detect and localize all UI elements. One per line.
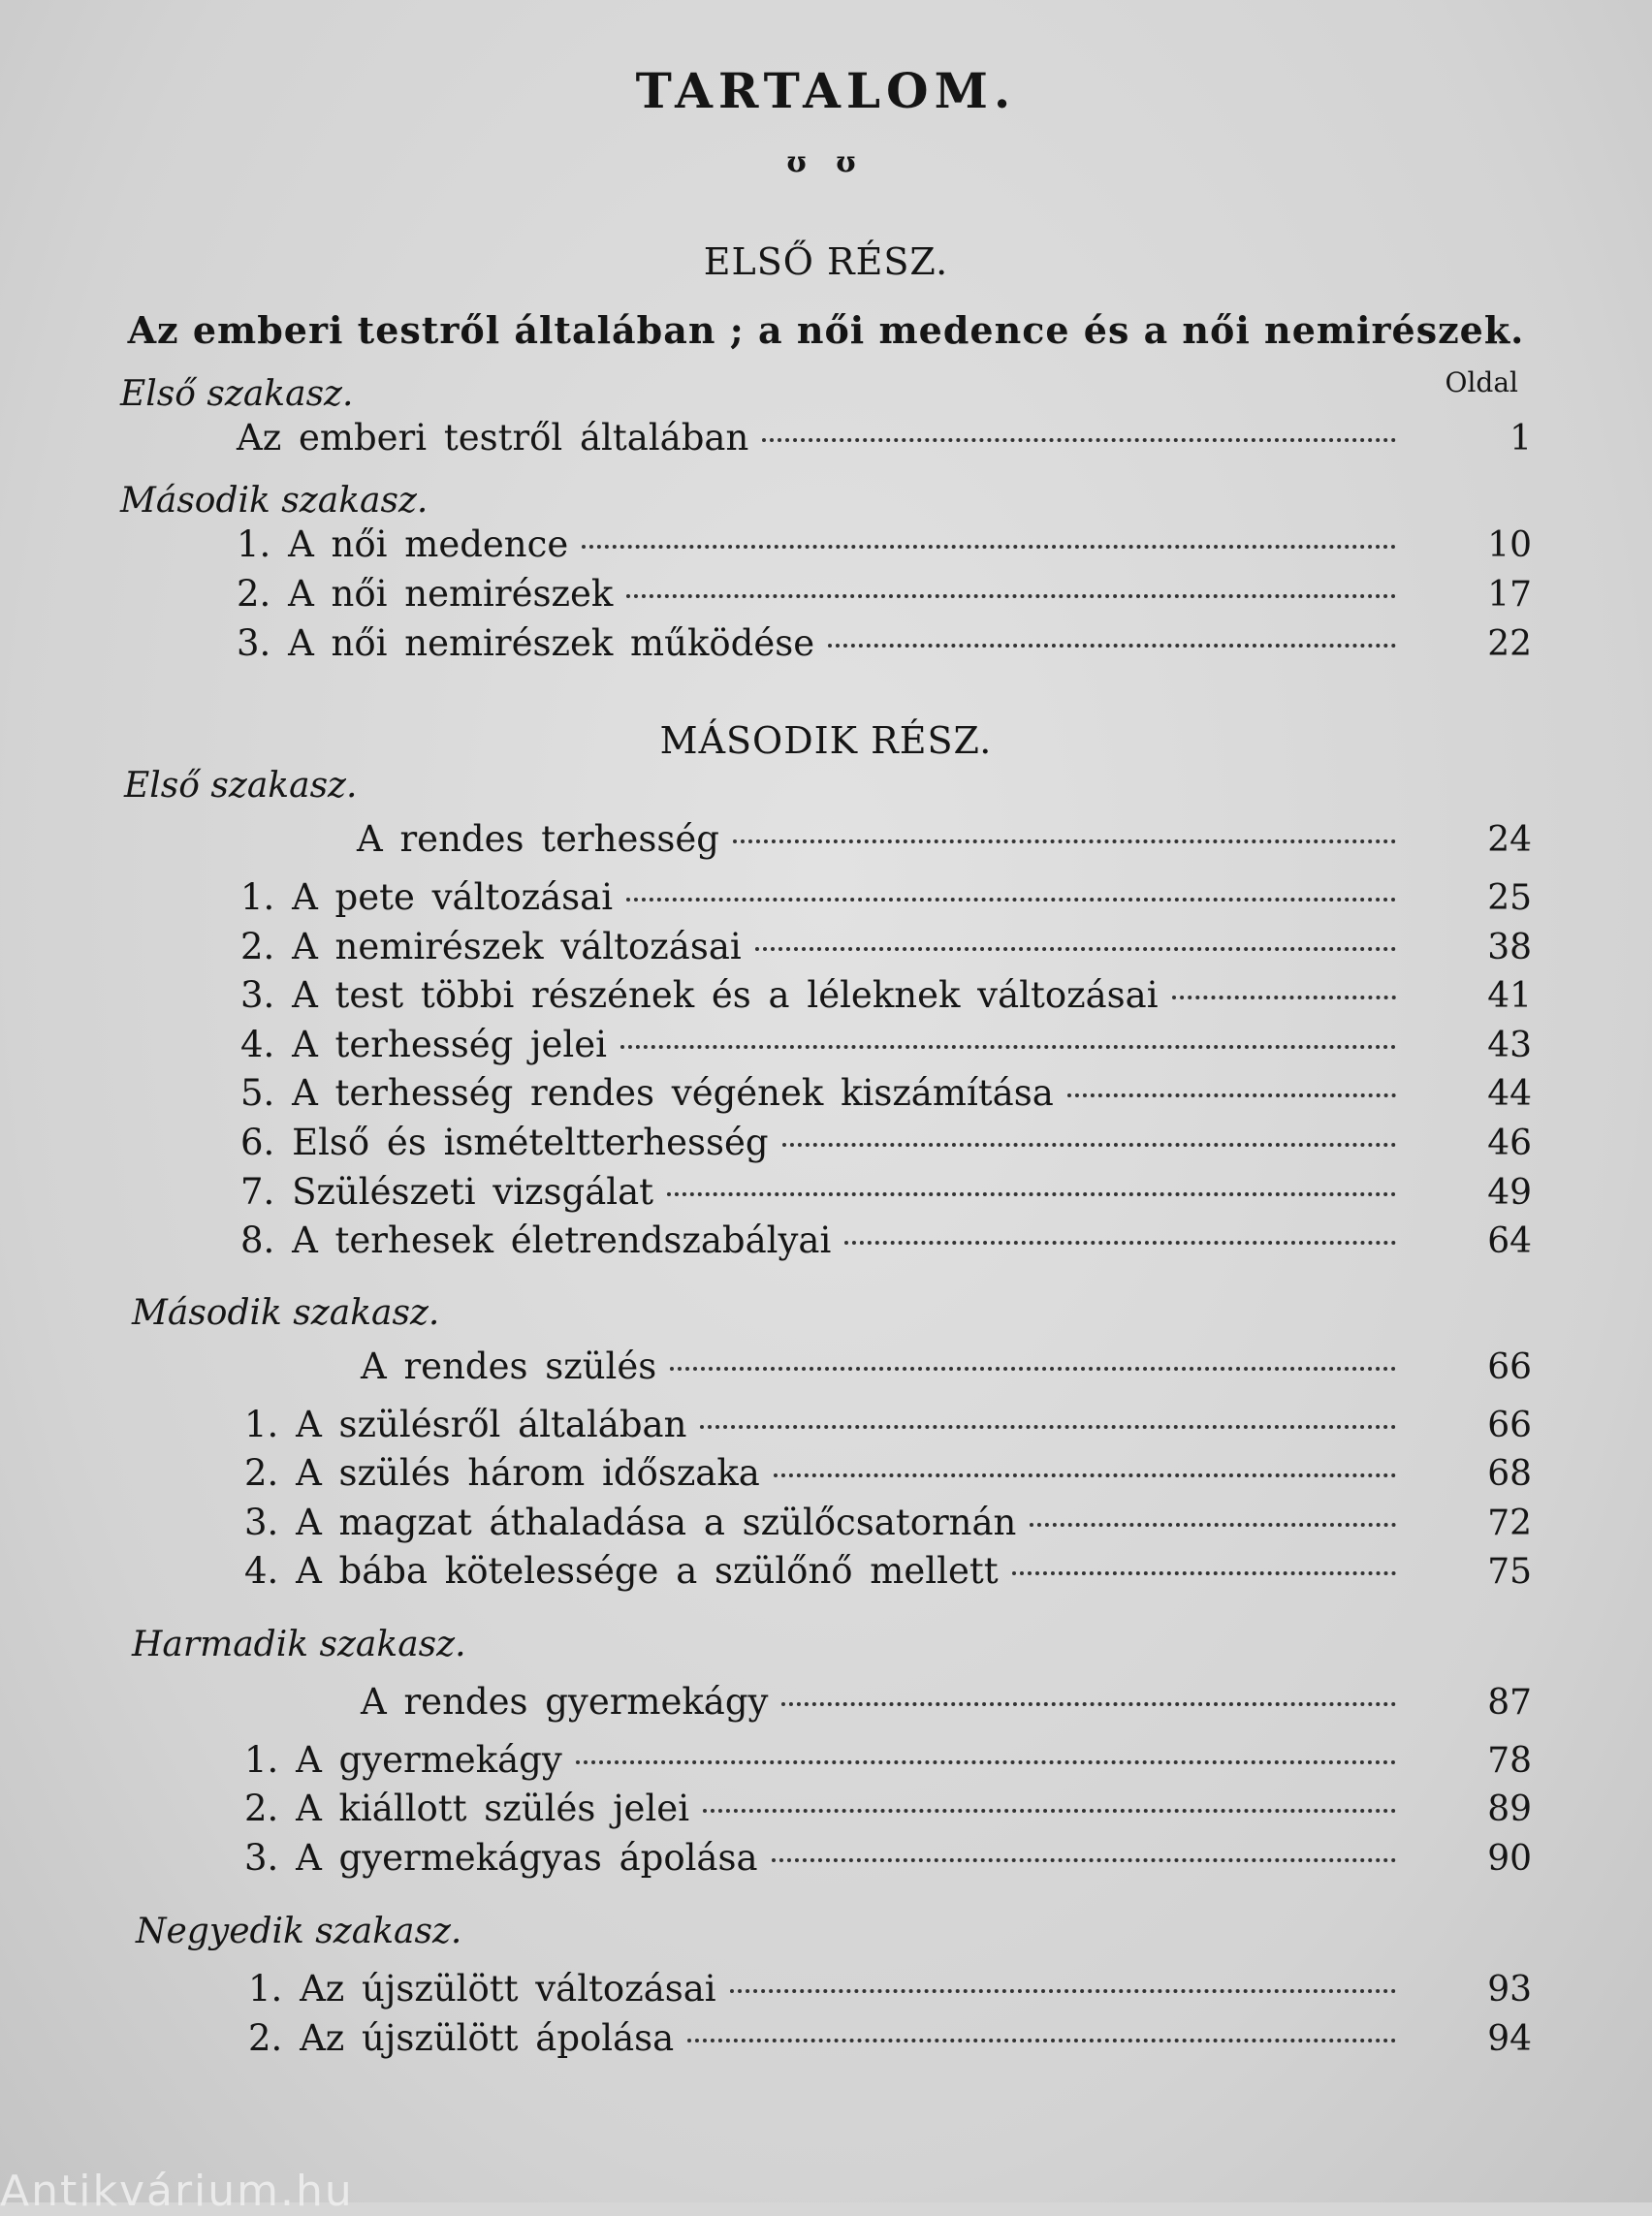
toc-entry[interactable] xyxy=(240,1122,1532,1170)
toc-entry-page: 68 xyxy=(1487,1454,1532,1494)
dot-leader xyxy=(828,644,1396,648)
toc-entry-page: 25 xyxy=(1487,878,1532,918)
dot-leader xyxy=(703,1809,1396,1813)
part1-title: ELSŐ RÉSZ. xyxy=(703,240,949,283)
toc-entry-page: 75 xyxy=(1487,1552,1532,1592)
toc-entry-label: 1. A pete változásai xyxy=(240,876,614,918)
section-heading: Második szakasz. xyxy=(132,1293,440,1333)
toc-entry-label: 3. A női nemirészek működése xyxy=(237,622,815,664)
section-heading: Első szakasz. xyxy=(124,766,358,806)
part2-title: MÁSODIK RÉSZ. xyxy=(659,719,993,762)
dot-leader xyxy=(1172,996,1396,999)
toc-entry[interactable] xyxy=(240,974,1532,1023)
toc-entry-page: 41 xyxy=(1487,976,1532,1016)
toc-entry-label: A rendes szülés xyxy=(361,1345,657,1387)
section-heading: Harmadik szakasz. xyxy=(132,1625,466,1664)
dot-leader xyxy=(782,1143,1396,1147)
ornament: ʊ ʊ xyxy=(786,145,866,179)
toc-entry[interactable] xyxy=(244,1739,1532,1788)
toc-entry[interactable] xyxy=(361,1345,1532,1394)
toc-entry-label: Az emberi testről általában xyxy=(237,417,749,459)
dot-leader xyxy=(772,1858,1396,1862)
toc-entry-label: 2. A szülés három időszaka xyxy=(244,1452,760,1494)
toc-entry[interactable] xyxy=(237,417,1532,465)
toc-entry-page: 64 xyxy=(1487,1221,1532,1261)
section-heading: Második szakasz. xyxy=(120,481,429,521)
dot-leader xyxy=(1067,1093,1396,1097)
dot-leader xyxy=(1030,1523,1396,1527)
dot-leader xyxy=(774,1473,1396,1477)
toc-entry-label: 2. A nemirészek változásai xyxy=(240,926,742,967)
toc-entry[interactable] xyxy=(237,573,1532,621)
toc-entry-page: 46 xyxy=(1487,1124,1532,1163)
toc-entry[interactable] xyxy=(244,1502,1532,1550)
dot-leader xyxy=(582,545,1396,549)
part1-subtitle: Az emberi testről általában ; a női medence és a női nemirészek. xyxy=(127,308,1525,352)
toc-entry-page: 43 xyxy=(1487,1026,1532,1065)
toc-entry-page: 72 xyxy=(1487,1504,1532,1543)
toc-entry-label: 4. A bába kötelessége a szülőnő mellett xyxy=(244,1550,999,1592)
toc-entry-label: 5. A terhesség rendes végének kiszámítása xyxy=(240,1072,1054,1114)
dot-leader xyxy=(781,1702,1396,1706)
toc-entry-page: 22 xyxy=(1487,624,1532,664)
toc-entry[interactable] xyxy=(240,1171,1532,1219)
dot-leader xyxy=(730,1989,1396,1993)
toc-entry-label: 1. A szülésről általában xyxy=(244,1404,687,1445)
toc-entry-label: 1. Az újszülött változásai xyxy=(248,1968,716,2010)
dot-leader xyxy=(667,1192,1396,1196)
toc-entry-page: 10 xyxy=(1487,525,1532,565)
toc-entry[interactable] xyxy=(244,1452,1532,1501)
toc-entry-page: 89 xyxy=(1487,1789,1532,1829)
toc-entry[interactable] xyxy=(244,1788,1532,1836)
dot-leader xyxy=(755,947,1396,951)
dot-leader xyxy=(626,898,1396,902)
toc-entry-label: 2. A kiállott szülés jelei xyxy=(244,1788,690,1829)
toc-entry-label: 1. A női medence xyxy=(237,523,569,565)
toc-entry-label: A rendes gyermekágy xyxy=(361,1681,769,1723)
dot-leader xyxy=(762,438,1396,442)
toc-entry-label: 8. A terhesek életrendszabályai xyxy=(240,1219,832,1261)
dot-leader xyxy=(687,2039,1396,2042)
toc-entry-page: 66 xyxy=(1487,1406,1532,1445)
dot-leader xyxy=(670,1367,1396,1371)
toc-entry[interactable] xyxy=(237,622,1532,671)
toc-entry-page: 66 xyxy=(1487,1347,1532,1387)
toc-entry-page: 24 xyxy=(1487,820,1532,860)
toc-entry-label: 3. A magzat áthaladása a szülőcsatornán xyxy=(244,1502,1017,1543)
page-column-header: Oldal xyxy=(1445,366,1518,398)
toc-entry-label: 3. A test többi részének és a léleknek változásai xyxy=(240,974,1159,1016)
toc-entry-label: 6. Első és ismételtterhesség xyxy=(240,1122,769,1163)
toc-entry[interactable] xyxy=(244,1837,1532,1885)
toc-entry-page: 49 xyxy=(1487,1173,1532,1213)
toc-entry[interactable] xyxy=(240,1072,1532,1121)
toc-entry[interactable] xyxy=(240,1024,1532,1072)
dot-leader xyxy=(733,839,1396,843)
toc-entry[interactable] xyxy=(237,523,1532,572)
section-heading: Első szakasz. xyxy=(120,374,354,414)
toc-entry[interactable] xyxy=(357,818,1532,867)
toc-entry-label: 2. Az újszülött ápolása xyxy=(248,2017,675,2059)
toc-entry[interactable] xyxy=(240,876,1532,925)
toc-entry-label: 7. Szülészeti vizsgálat xyxy=(240,1171,654,1213)
toc-entry-page: 38 xyxy=(1487,928,1532,967)
toc-entry-label: 2. A női nemirészek xyxy=(237,573,614,615)
toc-entry[interactable] xyxy=(248,1968,1532,2016)
toc-entry-page: 1 xyxy=(1509,419,1532,459)
dot-leader xyxy=(576,1760,1396,1764)
toc-entry-label: 4. A terhesség jelei xyxy=(240,1024,607,1065)
toc-entry-label: 1. A gyermekágy xyxy=(244,1739,562,1781)
toc-entry-page: 87 xyxy=(1487,1683,1532,1723)
dot-leader xyxy=(1012,1571,1396,1575)
toc-entry[interactable] xyxy=(248,2017,1532,2066)
toc-entry-label: A rendes terhesség xyxy=(357,818,719,860)
dot-leader xyxy=(700,1425,1396,1429)
toc-entry-page: 17 xyxy=(1487,575,1532,615)
toc-entry-page: 90 xyxy=(1487,1839,1532,1879)
toc-entry[interactable] xyxy=(244,1550,1532,1599)
toc-entry-page: 93 xyxy=(1487,1970,1532,2010)
toc-entry[interactable] xyxy=(240,926,1532,974)
toc-entry-label: 3. A gyermekágyas ápolása xyxy=(244,1837,758,1879)
page-title: TARTALOM. xyxy=(635,62,1017,119)
dot-leader xyxy=(620,1045,1396,1049)
dot-leader xyxy=(626,594,1396,598)
section-heading: Negyedik szakasz. xyxy=(136,1912,462,1951)
toc-entry[interactable] xyxy=(240,1219,1532,1268)
dot-leader xyxy=(844,1241,1396,1245)
toc-entry-page: 94 xyxy=(1487,2019,1532,2059)
toc-entry[interactable] xyxy=(244,1404,1532,1452)
toc-entry-page: 78 xyxy=(1487,1741,1532,1781)
toc-entry-page: 44 xyxy=(1487,1074,1532,1114)
toc-entry[interactable] xyxy=(361,1681,1532,1729)
watermark: Antikvárium.hu xyxy=(0,2167,354,2216)
